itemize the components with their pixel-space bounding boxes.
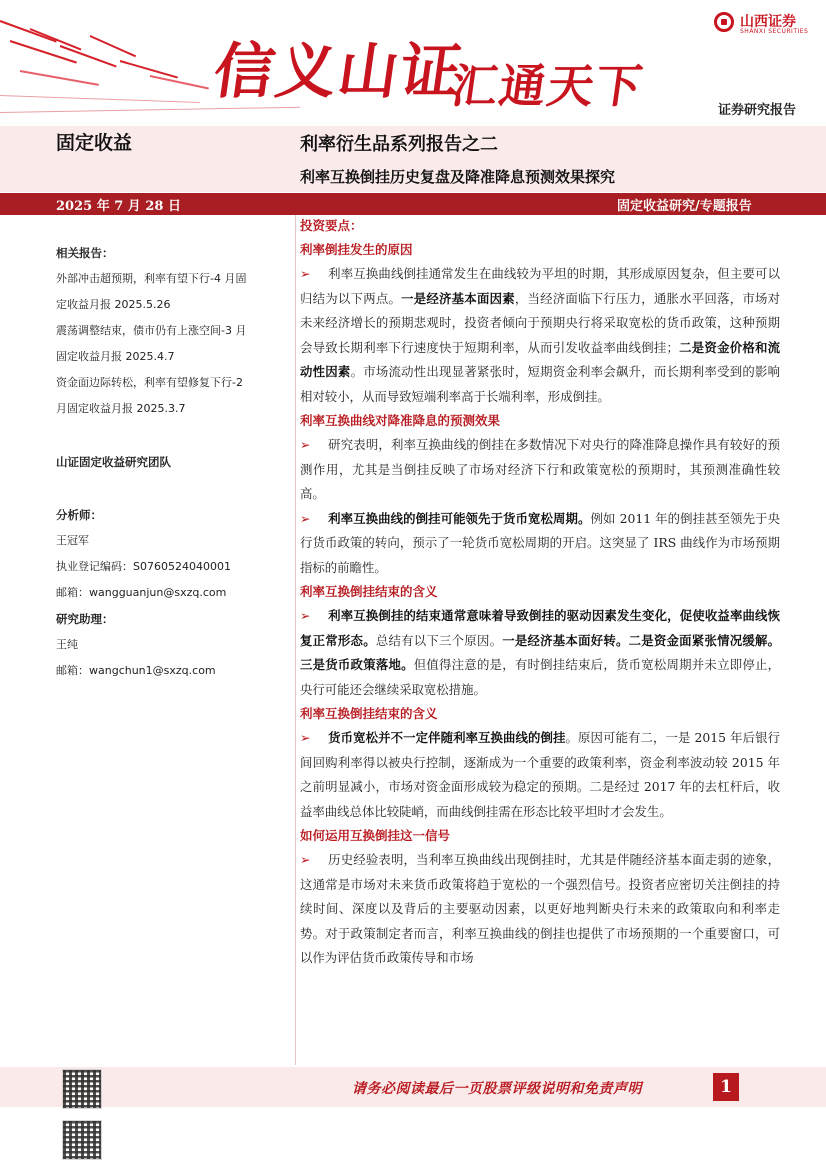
- report-category: 固定收益: [56, 132, 133, 154]
- column-divider: [295, 215, 296, 1065]
- bullet-arrow-icon: ➢: [300, 852, 311, 867]
- assistant-name: 王纯: [56, 638, 78, 651]
- key-points-heading: 投资要点：: [300, 218, 363, 233]
- section-heading: 利率倒挂发生的原因: [300, 242, 413, 257]
- brand-name-en: SHANXI SECURITIES: [740, 28, 809, 35]
- team-name: 山证固定收益研究团队: [56, 455, 171, 469]
- qr-code-icon: [62, 1120, 102, 1160]
- section-heading: 利率互换倒挂结束的含义: [300, 706, 438, 721]
- report-subtitle: 利率互换倒挂历史复盘及降准降息预测效果探究: [300, 168, 616, 186]
- paragraph: ➢ 研究表明，利率互换曲线的倒挂在多数情况下对央行的降准降息操作具有较好的预测作用，尤其是当倒挂反映了市场对经济下行和政策宽松的预期时，其预测准确性较高。: [300, 433, 780, 507]
- slogan-part2: 汇通天下: [447, 59, 648, 113]
- related-report[interactable]: 震荡调整结束，债市仍有上涨空间-3 月 固定收益月报 2025.4.7: [56, 324, 247, 363]
- series-title: 利率衍生品系列报告之二: [300, 134, 498, 155]
- paragraph: ➢ 利率互换曲线的倒挂可能领先于货币宽松周期。例如 2011 年的倒挂甚至领先于央行货币政策的转向，预示了一轮货币宽松周期的开启。这突显了 IRS 曲线作为市场预期指标的前瞻性。: [300, 507, 780, 581]
- related-report[interactable]: 外部冲击超预期，利率有望下行-4 月固 定收益月报 2025.5.26: [56, 272, 247, 311]
- main-content: [300, 214, 780, 971]
- sidebar: [56, 240, 286, 422]
- paragraph: ➢ 历史经验表明，当利率互换曲线出现倒挂时，尤其是伴随经济基本面走弱的迹象，这通常是市场对未来货币政策将趋于宽松的一个强烈信号。投资者应密切关注倒挂的持续时间、深度以及背后的主要驱动因素，以更好地判断央行未来的政策取向和利率走势。对于政策制定者而言，利率互换曲线的倒挂也提供了市场预期的一个重要窗口，可以作为评估货币政策传导和市场: [300, 848, 780, 971]
- footer-disclaimer: 请务必阅读最后一页股票评级说明和免责声明: [352, 1081, 642, 1097]
- section-heading: 利率互换倒挂结束的含义: [300, 584, 438, 599]
- related-report[interactable]: 资金面边际转松，利率有望修复下行-2 月固定收益月报 2025.3.7: [56, 376, 243, 415]
- bullet-arrow-icon: ➢: [300, 266, 311, 281]
- brand-name: 山西证券: [740, 14, 796, 30]
- report-column: 固定收益研究/专题报告: [617, 199, 752, 214]
- paragraph: ➢ 货币宽松并不一定伴随利率互换曲线的倒挂。原因可能有二，一是 2015 年后银行间回购利率得以被央行控制，逐渐成为一个重要的政策利率，资金利率波动较 2015 年之前明显减小，市场对资金面形成较为稳定的预期。二是经过 2017 年的去杠杆后，收益率曲线总体比较陡峭，而曲线倒挂需在形态比较平坦时才会发生。: [300, 726, 780, 824]
- bullet-arrow-icon: ➢: [300, 510, 311, 526]
- assistant-email[interactable]: 邮箱：wangchun1@sxzq.com: [56, 664, 216, 677]
- qr-code-icon: [62, 1069, 102, 1109]
- logo-icon: [714, 12, 734, 32]
- slogan-part1: 信义山证: [209, 37, 468, 107]
- analyst-heading: 分析师：: [56, 508, 102, 522]
- assistant-heading: 研究助理：: [56, 612, 114, 626]
- section-heading: 利率互换曲线对降准降息的预测效果: [300, 413, 501, 428]
- bullet-arrow-icon: ➢: [300, 730, 311, 745]
- related-heading: 相关报告：: [56, 246, 114, 260]
- analyst-cert: 执业登记编码：S0760524040001: [56, 560, 231, 573]
- page-number: 1: [713, 1073, 739, 1101]
- analyst-email[interactable]: 邮箱：wangguanjun@sxzq.com: [56, 586, 227, 599]
- analyst-name: 王冠军: [56, 534, 89, 547]
- report-type: 证券研究报告: [718, 103, 797, 118]
- bullet-arrow-icon: ➢: [300, 608, 311, 623]
- paragraph: ➢ 利率互换曲线倒挂通常发生在曲线较为平坦的时期，其形成原因复杂，但主要可以归结为以下两点。一是经济基本面因素，当经济面临下行压力，通胀水平回落，市场对未来经济增长的预期悲观时，投资者倾向于预期央行将采取宽松的货币政策，这种预期会导致长期利率下行速度快于短期利率，从而引发收益率曲线倒挂；二是资金价格和流动性因素。市场流动性出现显著紧张时，短期资金利率会飙升，而长期利率受到的影响相对较小，从而导致短端利率高于长端利率，形成倒挂。: [300, 262, 780, 409]
- analyst-block: [56, 502, 286, 684]
- report-date: 2025 年 7 月 28 日: [56, 199, 181, 214]
- bullet-arrow-icon: ➢: [300, 437, 311, 452]
- paragraph: ➢ 利率互换倒挂的结束通常意味着导致倒挂的驱动因素发生变化，促使收益率曲线恢复正常形态。总结有以下三个原因。一是经济基本面好转。二是资金面紧张情况缓解。三是货币政策落地。但值得注意的是，有时倒挂结束后，货币宽松周期并未立即停止，央行可能还会继续采取宽松措施。: [300, 604, 780, 702]
- section-heading: 如何运用互换倒挂这一信号: [300, 828, 451, 843]
